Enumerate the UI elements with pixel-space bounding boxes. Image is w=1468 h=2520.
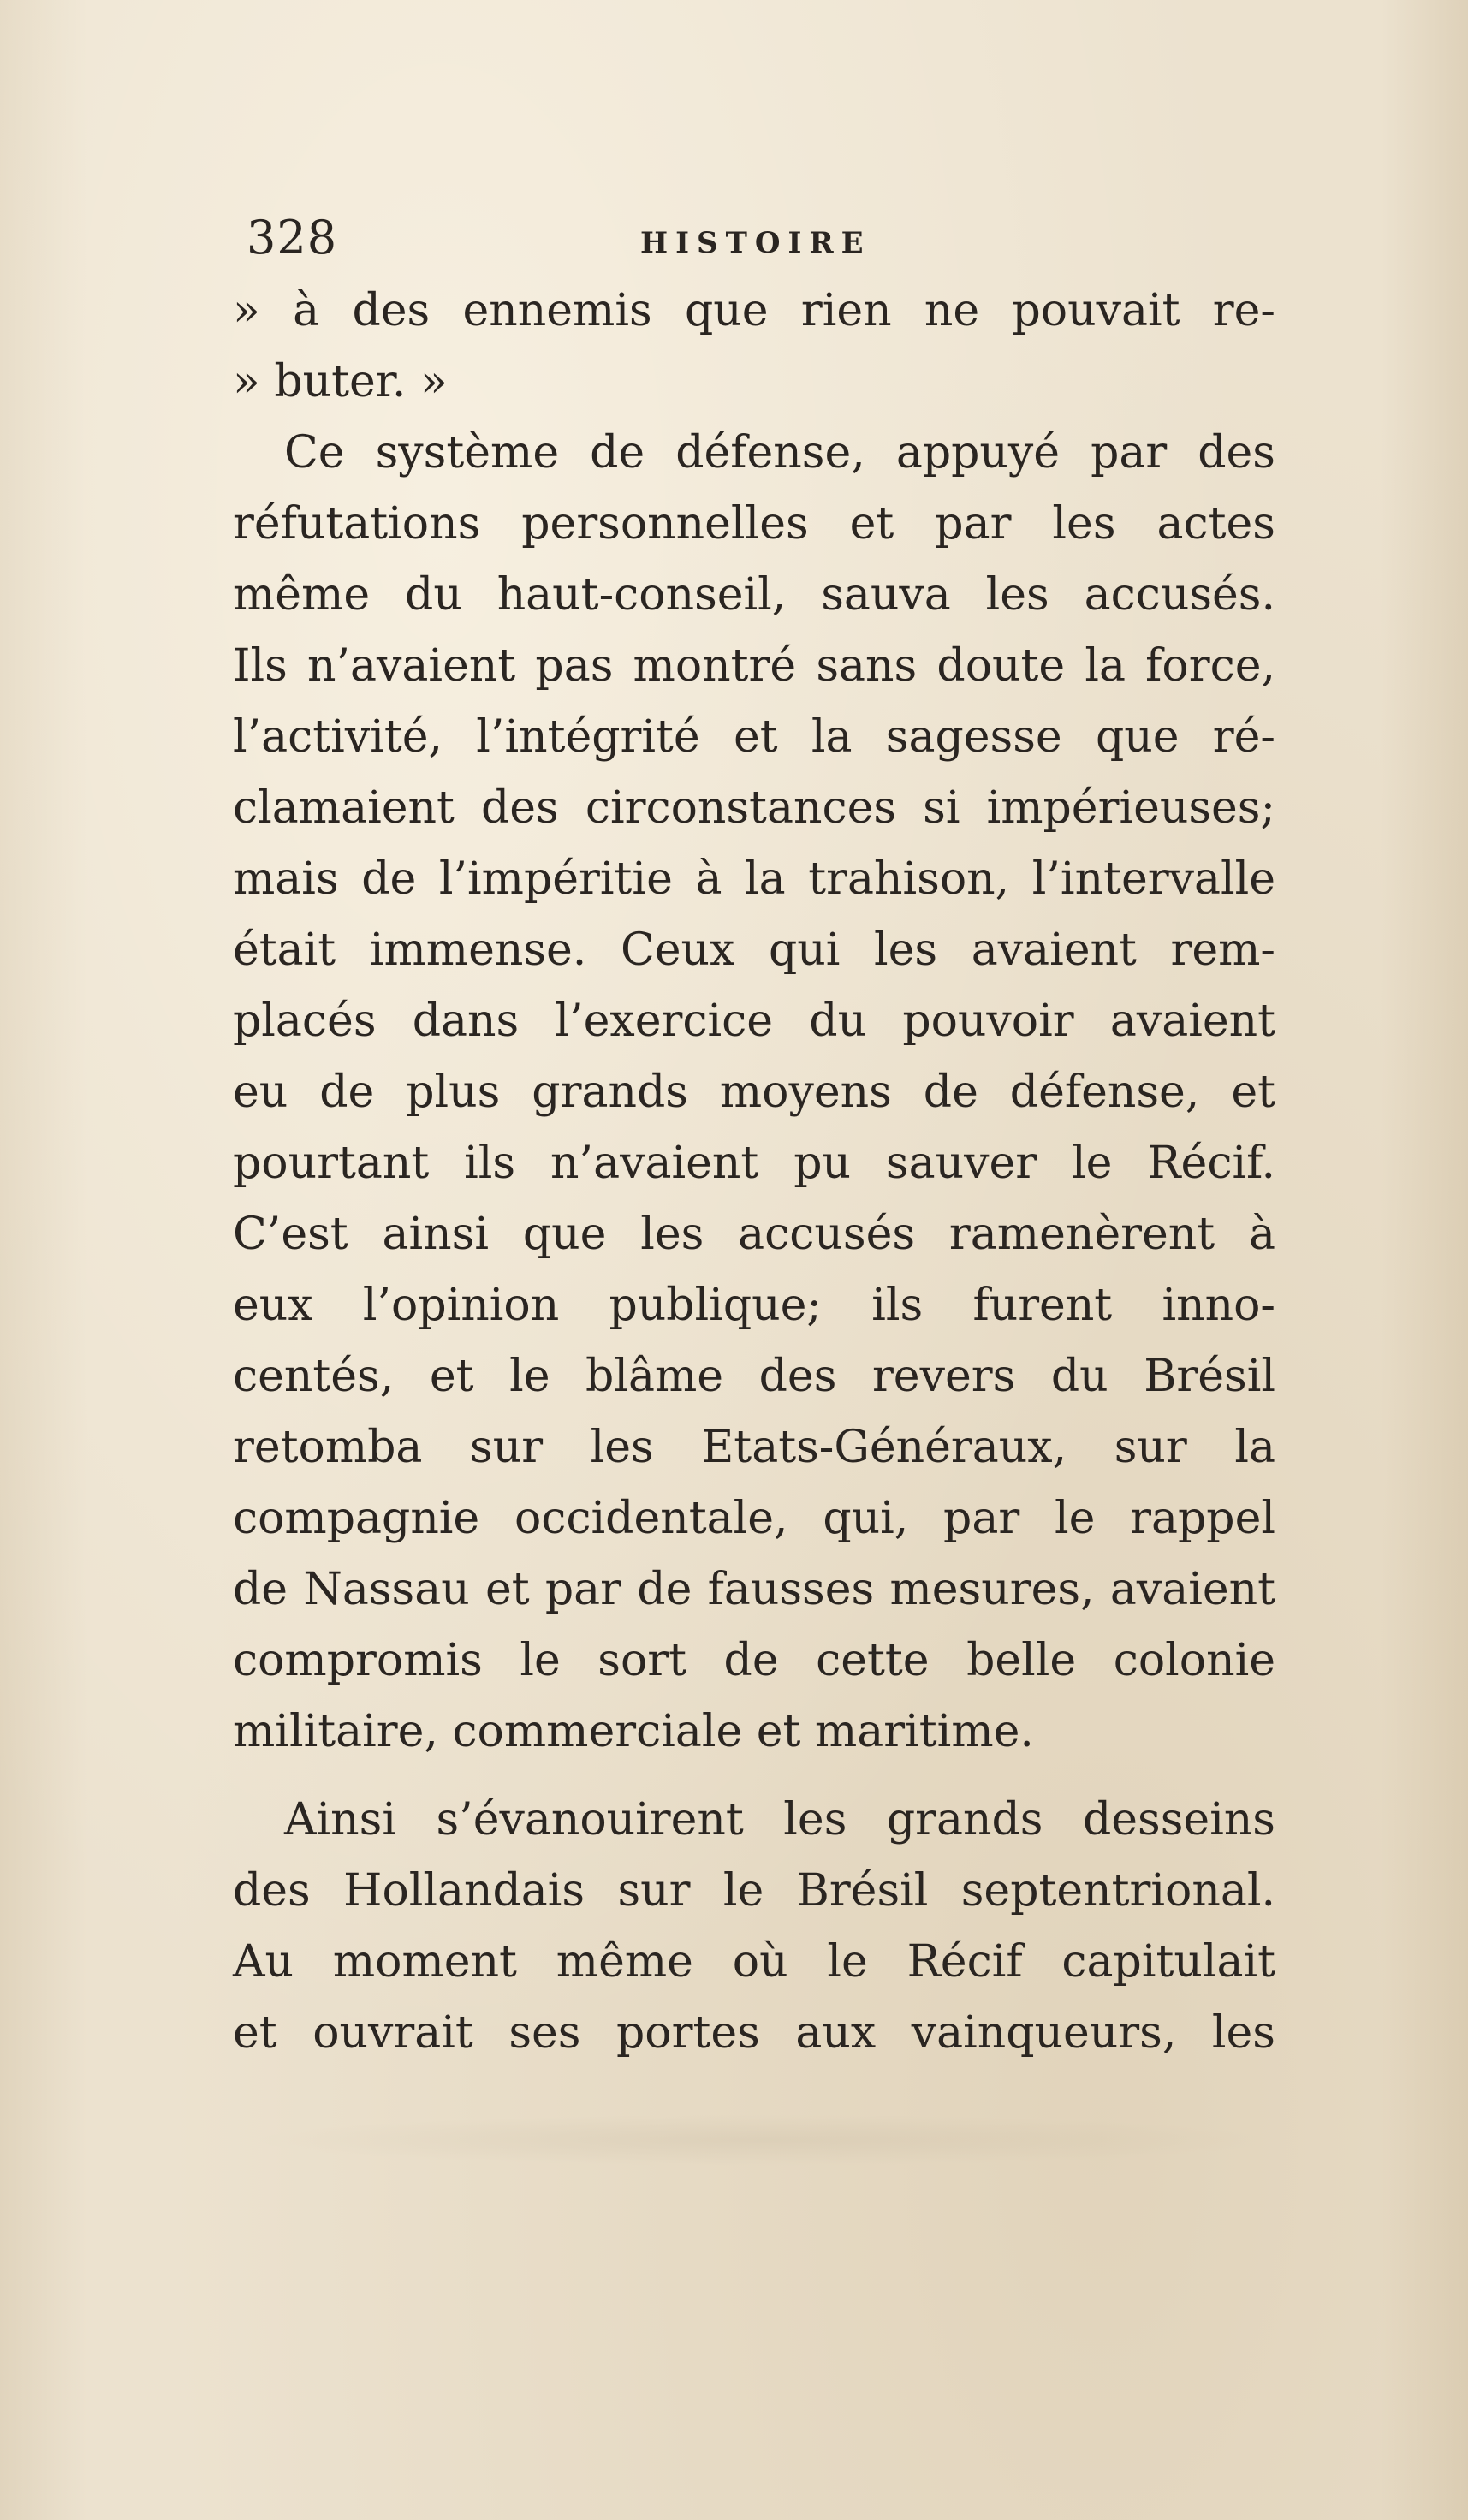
text-line: et ouvrait ses portes aux vainqueurs, les bbox=[233, 2007, 1275, 2059]
text-line: compagnie occidentale, qui, par le rappel bbox=[233, 1493, 1275, 1544]
text-line: » à des ennemis que rien ne pouvait re- bbox=[233, 285, 1275, 336]
text-line: retomba sur les Etats-Généraux, sur la bbox=[233, 1422, 1275, 1473]
text-line: clamaient des circonstances si impérieuses; bbox=[233, 782, 1275, 834]
text-line: réfutations personnelles et par les actes bbox=[233, 498, 1275, 550]
text-line: mais de l’impéritie à la trahison, l’intervalle bbox=[233, 853, 1275, 905]
text-line: compromis le sort de cette belle colonie bbox=[233, 1635, 1275, 1686]
text-line: des Hollandais sur le Brésil septentrional. bbox=[233, 1865, 1275, 1917]
show-through-smudge bbox=[248, 2114, 1275, 2166]
text-line: eu de plus grands moyens de défense, et bbox=[233, 1067, 1275, 1118]
text-line: C’est ainsi que les accusés ramenèrent à bbox=[233, 1209, 1275, 1260]
text-line: » buter. » bbox=[233, 356, 448, 407]
text-line: militaire, commerciale et maritime. bbox=[233, 1706, 1034, 1757]
paragraph-start-line: Ce système de défense, appuyé par des bbox=[284, 427, 1275, 478]
text-line: même du haut-conseil, sauva les accusés. bbox=[233, 569, 1275, 621]
text-line: placés dans l’exercice du pouvoir avaient bbox=[233, 996, 1275, 1047]
text-line: centés, et le blâme des revers du Brésil bbox=[233, 1351, 1275, 1402]
paragraph-start-line: Ainsi s’évanouirent les grands desseins bbox=[284, 1794, 1275, 1845]
text-line: l’activité, l’intégrité et la sagesse que ré- bbox=[233, 711, 1275, 763]
text-line: eux l’opinion publique; ils furent inno- bbox=[233, 1280, 1275, 1331]
text-line: Au moment même où le Récif capitulait bbox=[233, 1936, 1275, 1988]
text-line: pourtant ils n’avaient pu sauver le Récif. bbox=[233, 1138, 1275, 1189]
text-line: de Nassau et par de fausses mesures, avaient bbox=[233, 1564, 1275, 1615]
running-title: HISTOIRE bbox=[640, 226, 871, 260]
text-line: Ils n’avaient pas montré sans doute la force, bbox=[233, 640, 1275, 692]
page-number: 328 bbox=[247, 211, 338, 264]
body-text bbox=[233, 276, 1275, 2069]
page-header bbox=[247, 204, 1265, 272]
text-line: était immense. Ceux qui les avaient rem- bbox=[233, 924, 1275, 976]
